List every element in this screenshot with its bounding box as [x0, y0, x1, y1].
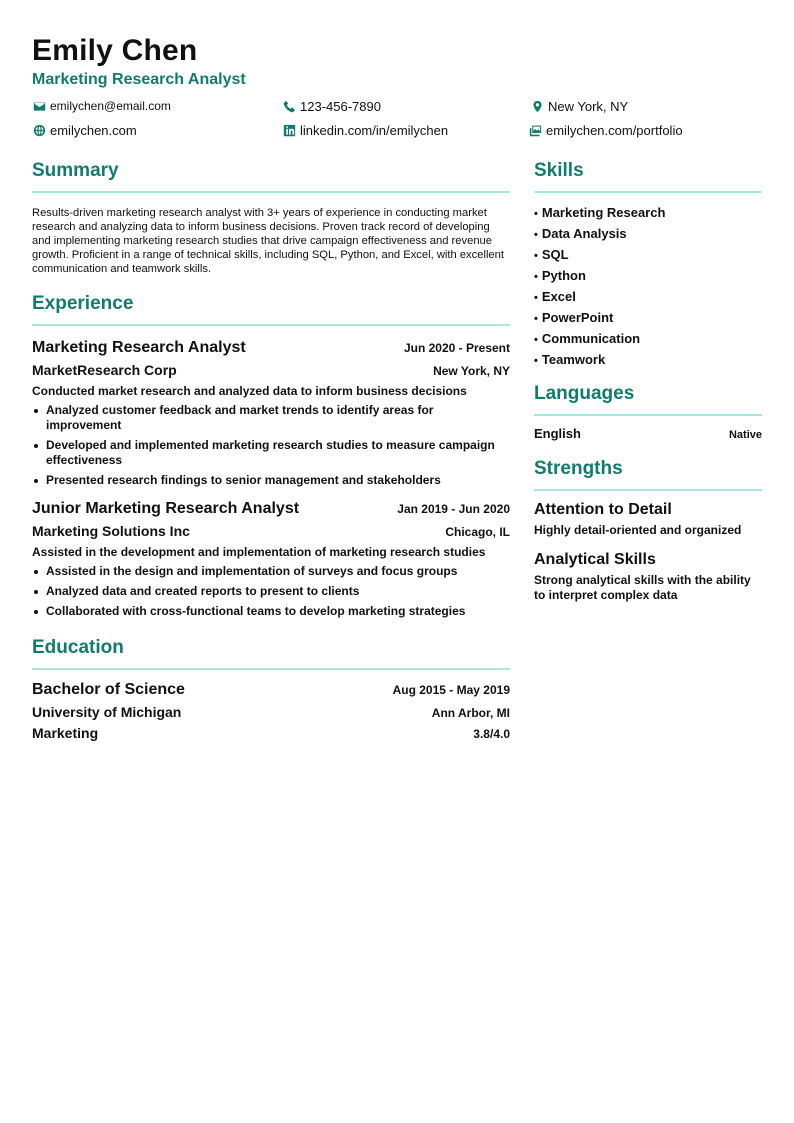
job-bullets	[32, 403, 510, 488]
job-dates: Jun 2020 - Present	[403, 341, 510, 355]
strength-description: Strong analytical skills with the ability to interpret complex data	[534, 573, 751, 602]
job-description: Conducted market research and analyzed data to inform business decisions	[32, 384, 467, 398]
portfolio-image-icon	[528, 123, 542, 137]
list-item: • Communication	[534, 329, 762, 350]
list-item: • Marketing Research	[534, 203, 762, 224]
strength-title: Attention to Detail	[534, 501, 672, 518]
education-location: Ann Arbor, MI	[431, 706, 510, 720]
job-title: Junior Marketing Research Analyst	[32, 500, 300, 517]
list-item: Developed and implemented marketing research studies to measure campaign effectiveness	[32, 438, 510, 468]
website-text: emilychen.com	[50, 122, 137, 138]
language-name: English	[534, 426, 581, 441]
list-item: Collaborated with cross-functional teams to develop marketing strategies	[32, 604, 510, 619]
candidate-title: Marketing Research Analyst	[32, 71, 246, 88]
education-degree: Bachelor of Science	[32, 681, 185, 698]
list-item: • PowerPoint	[534, 308, 762, 329]
strength-title: Analytical Skills	[534, 551, 656, 568]
globe-icon	[32, 123, 46, 137]
location-text: New York, NY	[548, 98, 629, 114]
contact-phone[interactable]	[282, 97, 381, 115]
language-row	[534, 426, 762, 441]
languages-section	[534, 383, 762, 441]
strength-item	[534, 551, 762, 603]
contact-website[interactable]	[32, 121, 137, 139]
contact-portfolio[interactable]	[528, 121, 683, 139]
experience-section	[32, 293, 510, 619]
job-bullets	[32, 564, 510, 619]
job-entry	[32, 500, 510, 619]
linkedin-icon	[282, 123, 296, 137]
summary-text: Results-driven marketing research analyst with 3+ years of experience in conducting market research and analyzing data to inform business decisions. Proven track record of developing and implementing marketing research studies that drive campaign effectiveness and revenue growth. Proficient in a range of technical skills, including SQL, Python, and Excel, with excellent communication and teamwork skills.	[32, 207, 504, 275]
summary-section	[32, 160, 510, 276]
job-title: Marketing Research Analyst	[32, 339, 246, 356]
list-item: • Teamwork	[534, 350, 762, 371]
job-description: Assisted in the development and implementation of marketing research studies	[32, 545, 486, 559]
list-item: • Python	[534, 266, 762, 287]
education-section	[32, 637, 510, 741]
location-pin-icon	[530, 99, 544, 113]
contact-linkedin[interactable]	[282, 121, 448, 139]
education-field: Marketing	[32, 725, 99, 741]
list-item: • Excel	[534, 287, 762, 308]
list-item: • SQL	[534, 245, 762, 266]
list-item: Presented research findings to senior management and stakeholders	[32, 473, 510, 488]
strength-item	[534, 501, 762, 538]
languages-heading: Languages	[534, 383, 762, 416]
right-column	[534, 160, 762, 603]
job-location: New York, NY	[433, 364, 510, 378]
resume-page	[32, 0, 762, 1123]
education-school: University of Michigan	[32, 704, 182, 720]
skills-list	[534, 203, 762, 371]
skills-heading: Skills	[534, 160, 762, 193]
education-dates: Aug 2015 - May 2019	[392, 683, 510, 697]
language-level: Native	[728, 429, 762, 441]
list-item: Assisted in the design and implementation of surveys and focus groups	[32, 564, 510, 579]
education-heading: Education	[32, 637, 510, 670]
phone-text: 123-456-7890	[300, 98, 381, 114]
phone-icon	[282, 99, 296, 113]
skills-section	[534, 160, 762, 371]
strengths-heading: Strengths	[534, 458, 762, 491]
list-item: • Data Analysis	[534, 224, 762, 245]
contact-location	[530, 97, 628, 115]
job-dates: Jan 2019 - Jun 2020	[397, 502, 510, 516]
summary-heading: Summary	[32, 160, 510, 193]
list-item: Analyzed customer feedback and market trends to identify areas for improvement	[32, 403, 510, 433]
list-item: Analyzed data and created reports to present to clients	[32, 584, 510, 599]
job-company: MarketResearch Corp	[32, 362, 177, 378]
job-entry	[32, 339, 510, 488]
left-column	[32, 160, 510, 741]
job-company: Marketing Solutions Inc	[32, 523, 190, 539]
portfolio-text: emilychen.com/portfolio	[546, 122, 683, 138]
strengths-section	[534, 458, 762, 603]
strength-description: Highly detail-oriented and organized	[534, 523, 742, 537]
linkedin-text: linkedin.com/in/emilychen	[300, 122, 449, 138]
candidate-name: Emily Chen	[32, 34, 198, 67]
education-gpa: 3.8/4.0	[473, 727, 510, 741]
experience-heading: Experience	[32, 293, 510, 326]
email-text: emilychen@email.com	[50, 99, 171, 113]
job-location: Chicago, IL	[445, 525, 510, 539]
contact-email[interactable]	[32, 97, 171, 115]
email-icon	[32, 99, 46, 113]
